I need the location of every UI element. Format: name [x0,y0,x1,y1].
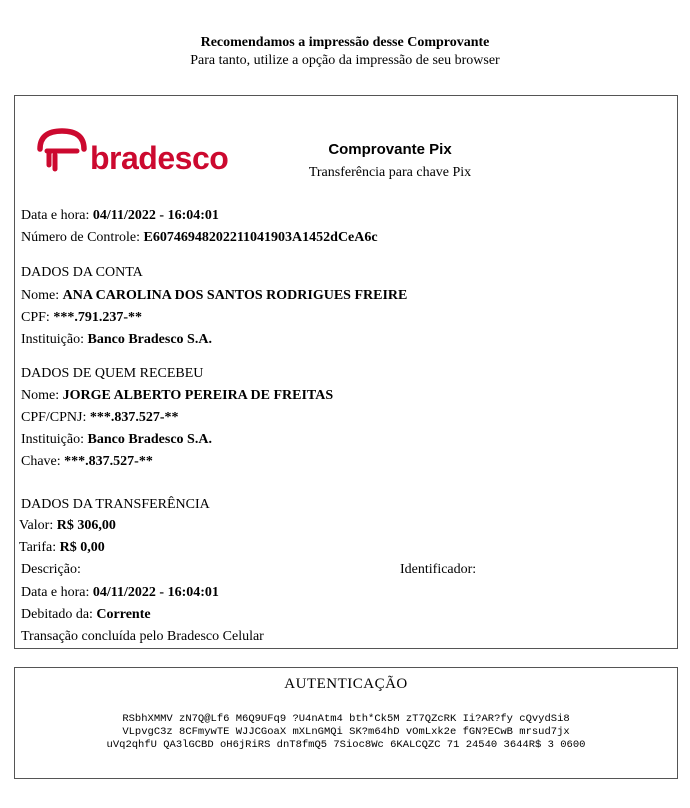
transfer-datetime: Data e hora: 04/11/2022 - 16:04:01 [21,585,219,600]
authentication-code [14,713,678,752]
transfer-value: Valor: R$ 306,00 [19,518,116,533]
authentication-title: AUTENTICAÇÃO [284,676,408,692]
recipient-section-title: DADOS DE QUEM RECEBEU [21,366,204,381]
receipt-subtitle: Transferência para chave Pix [308,165,472,180]
authentication-line: VLpvgC3z 8CFmywTE WJJCGoaX mXLnGMQi SK?m64hD vOmLxk2e fGN?ECwB mrsud7jx [122,726,570,738]
account-name: Nome: ANA CAROLINA DOS SANTOS RODRIGUES FREIRE [21,288,408,303]
transfer-description: Descrição: [21,562,81,577]
bradesco-logo-text: bradesco [90,140,229,176]
transfer-fee: Tarifa: R$ 0,00 [19,540,105,555]
control-number: Número de Controle: E60746948202211041903A1452dCeA6c [21,230,378,245]
account-institution: Instituição: Banco Bradesco S.A. [21,332,212,347]
print-notice-subtitle: Para tanto, utilize a opção da impressão de seu browser [190,53,500,68]
account-cpf: CPF: ***.791.237-** [21,310,142,325]
print-notice-title: Recomendamos a impressão desse Comprovante [200,35,490,50]
recipient-key: Chave: ***.837.527-** [21,454,153,469]
account-section-title: DADOS DA CONTA [21,265,143,280]
transfer-identifier: Identificador: [400,562,477,577]
receipt-header [280,140,500,183]
recipient-cpf: CPF/CPNJ: ***.837.527-** [21,410,179,425]
transfer-section-title: DADOS DA TRANSFERÊNCIA [21,497,210,512]
authentication-line: uVq2qhfU QA3lGCBD oH6jRiRS dnT8fmQ5 7Sioc8Wc 6KALCQZC 71 24540 3644R$ 3 0600 [106,739,586,751]
print-notice [0,34,690,70]
receipt-title: Comprovante Pix [328,141,452,158]
transaction-datetime: Data e hora: 04/11/2022 - 16:04:01 [21,208,219,223]
recipient-institution: Instituição: Banco Bradesco S.A. [21,432,212,447]
transfer-debited: Debitado da: Corrente [21,607,151,622]
recipient-name: Nome: JORGE ALBERTO PEREIRA DE FREITAS [21,388,334,403]
authentication-line: RSbhXMMV zN7Q@Lf6 M6Q9UFq9 ?U4nAtm4 bth*Ck5M zT7QZcRK Ii?AR?fy cQvydSi8 [122,713,570,725]
transfer-channel: Transação concluída pelo Bradesco Celular [21,629,264,644]
